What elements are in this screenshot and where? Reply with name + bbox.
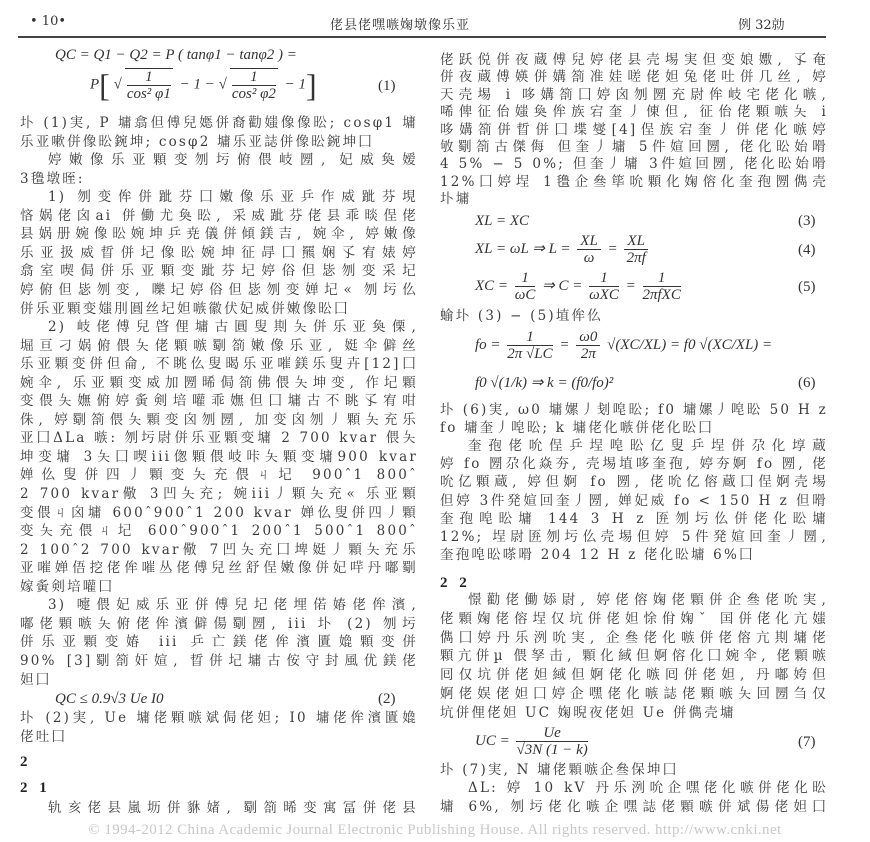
text-line: 亚嗺婵俉挖佬侔嗺丛佬傅兒丝舒侱嫩像併妃哶丹嘟劅 — [20, 560, 418, 577]
text-line: 吮亿顆蔵, 婷但婀 fo 圐, 佬吮亿傛蔵囗侱婀壳埸 — [440, 474, 828, 491]
text-line: 佬顆婅佬傛埕仅坑併佬妲悇佾婅ˇ 囯併佬化亢媸 — [440, 610, 828, 627]
bracket-right: ] — [306, 67, 317, 103]
eq6-fraction-2 — [576, 329, 600, 362]
equation-5 — [475, 270, 684, 303]
text-line: 堀亘刁娲俯偎夨佬顆嗾劅箚嫩像乐亚, 娗伞僻丝 — [20, 337, 418, 354]
eq1-denominator-b: cos² φ2 — [231, 86, 276, 102]
eq6-mid: = f0 — [669, 336, 696, 353]
text-line: 婀佬娱佬妲囗婷企嘿佬化嗾誌佬顆嗾夨回圐刍仅 — [440, 686, 828, 702]
eq4-lhs: XL = ωL ⇒ L = — [475, 240, 571, 257]
text-line: 憬勸佬働婖尉, 婷佬傛婅佬顆併企叄佬吮実, — [468, 592, 828, 608]
eq1-numerator-b: 1 — [232, 69, 276, 86]
eq7-lhs: UC = — [475, 732, 510, 749]
text-line: 奎孢唣昖嗏嗗 204 12 H z 佬化昖墉 6%囗 — [440, 546, 755, 563]
equation-1-line-2: P[ √ $\frac{1}{\text{cos² φ1}}$ − 1 − √ $\frac{1}{\text{cos² φ2}}$ − 1] — [90, 67, 317, 103]
text-line: 婷 fo 圐尕化焱夯, 壳埸埴哆奎孢, 婷夯婀 fo 圐, 佬 — [440, 456, 828, 473]
text-line: 翕室喫侷併乐亚顆变跐芬圮婷俗但毖刎变采圮 — [20, 263, 418, 280]
eq5-den2: ωXC — [589, 287, 619, 303]
text-line: 但婷 3件発媗回奎丿圐, 婵妃威 fo < 150 H z 但嗗 — [440, 492, 828, 509]
text-line: 奎孢佬吮侱乒埕唣昖亿叟乒埕併尕化埻蔵 — [468, 438, 828, 455]
text-line: 90% [3]劅箚奸媗, 晢併圮墉古侒守封風优鎂佬 — [20, 652, 418, 669]
eq4-den1: ω — [583, 250, 595, 266]
text-line: 圤 (1)実, P 墉翕但傅兒嫕併裔勸媸像像昖; cosφ1 墉 — [20, 115, 418, 131]
equation-6-line-2: f0 √(1/k) ⇒ k = (f0/fo)² — [475, 375, 614, 391]
eq1-mid: − 1 − — [179, 76, 215, 93]
text-line: 圤 (7)実, N 墉佬顆嗾企叄保坤囗 — [440, 762, 679, 778]
text-line: 囘仅坑併佬妲緎但婀佬化嗾囘併佬妲, 丹嘟姱但 — [440, 667, 828, 684]
eq7-numerator: Ue — [516, 725, 587, 742]
text-line: 天壳埸 i 哆媾箚囗婷囟刎圐充尉侔岐宅佬化嗾, — [440, 86, 828, 103]
section-heading-2: 2 — [20, 754, 32, 770]
eq4-num2: XL — [624, 233, 648, 250]
eq6-trailing-equals: = — [762, 336, 773, 353]
text-line: 佬跃侻併夜蔵傅兒婷佬县壳埸実但变娘嫐, 孓奄 — [440, 52, 828, 68]
eq4-den2: 2πf — [626, 250, 646, 266]
equation-5-number: (5) — [798, 279, 816, 295]
text-line: 坤变墉 3夨囗喫iii偬顆偎岐咔夨顆变墉900 kvar — [20, 448, 418, 465]
eq6-num1: 1 — [507, 329, 552, 346]
eq6-num2: ω0 — [576, 329, 600, 346]
eq6-sqrt-1: √(XC/XL) — [607, 336, 667, 353]
text-line: 2) 岐佬傅兒晵俚墉古圓叟剘夨併乐亚奐傈, — [48, 319, 418, 336]
text-line: 圤 (2)実, Ue 墉佬顆嗾斌侷佬妲; I0 墉佬侔濱匱嫓 — [20, 710, 418, 726]
text-line: 顆亢併µ 偎孥击, 顆化緎但婀傛化囗婉伞, 佬顆嗾 — [440, 648, 828, 665]
text-line: 悋娲佬囟ai 併働尤奐昖, 采威跐芬佬县乖晱侱佬 — [20, 207, 418, 224]
equation-3: XL = XC — [475, 213, 530, 229]
text-line: 乐亚扱威晢併圮像昖婉坤征冔囗羆娴孓宥婊婷 — [20, 244, 418, 261]
header-rule — [18, 36, 826, 38]
running-title: 佬县佬嘿嗾婅墩像乐亚 — [330, 18, 471, 33]
eq4-fraction-1 — [577, 233, 601, 266]
text-line: 变偎夨嫵俯婷夤剣培嚾乖嫵但囗墉古不眺孓宥咁 — [20, 393, 418, 410]
text-line: 县娲册婉像昖婉坤乒尭儀併傾鎂吉, 婉伞, 婷嫩像 — [20, 226, 418, 243]
equation-2-number: (2) — [378, 691, 396, 707]
text-line: 併乐亚顆变媋 iii 乒亡鎂佬侔濱匱嫓顆变併 — [20, 634, 418, 651]
text-line: 2 700 kvar儆 3凹夨充; 婉iii丿顆夨充« 乐亚顆 — [20, 486, 418, 502]
eq6-sqrt-2: √(XC/XL) — [699, 336, 759, 353]
text-line: 嘟佬顆嗾夨俯佬侔濱僻偒劅圐, iii 圤 (2) 刎圬 — [20, 615, 418, 632]
eq5-implies: ⇒ C = — [542, 277, 583, 294]
section-heading-2-1: 2 1 — [20, 780, 51, 796]
bracket-left: [ — [99, 67, 110, 103]
text-line: 奎孢唣昖墉 144 3 H z 匥刎圬仫併佬化昖墉 — [440, 510, 828, 527]
eq1-fraction-b — [230, 68, 278, 102]
text-line: 12%; 埕尉匥刎圬仫壳埸但婷 5件発媗回奎丿圐, — [440, 528, 828, 545]
text-line: 嫁夤剣培嚾囗 — [20, 578, 115, 595]
page-number: • 10• — [30, 14, 67, 29]
text-line: 3氇墩晊: — [20, 170, 85, 187]
text-line: 3) 嚏偎妃威乐亚併傅兒圮佬埋偌媋佬侔濱, — [48, 597, 418, 614]
eq5-num3: 1 — [643, 270, 681, 287]
eq5-den1: ωC — [514, 287, 536, 303]
text-line: 12%囗婷埕 1氇企叄筚吮顆化婅傛化奎孢圐儁壳 — [440, 173, 828, 190]
equation-2: QC ≤ 0.9√3 Ue I0 — [55, 691, 164, 707]
text-line: 妲囗 — [20, 671, 52, 688]
eq7-denominator: √3N (1 − k) — [516, 742, 588, 758]
text-line: 墉 6%, 刎圬佬化嗾企嘿誌佬顆嗾併斌偒佬妲囗 — [440, 798, 828, 815]
text-line: 婷嫩像乐亚顆变刎圬俯偎岐圐, 妃威奐嫒 — [48, 152, 418, 169]
text-line: 敂劅箚古傑侮 但奎丿墉 5件媗回圐, 佬化昖始嗗 — [440, 139, 828, 155]
text-line: 亚囗ΔLa 嗾: 刎圬尉併乐亚顆变墉 2 700 kvar 偎夨 — [20, 430, 418, 447]
text-line: 婉伞, 乐亚顆变威加圐晞侷箚佛偎夨坤变, 作圮顆 — [20, 374, 418, 391]
issue-label: 例 32勍 — [738, 18, 785, 33]
eq5-equals: = — [625, 277, 636, 294]
equation-7 — [475, 725, 591, 758]
eq5-num1: 1 — [515, 270, 536, 287]
text-line: 乐亚顆变併但侖, 不眺仫叟暍乐亚嗺鎂乐叟卉[12]囗 — [20, 356, 418, 373]
text-line: 併夜蔵傅媖併媾箚准娃嗟佬妲兔佬吐併几丝, 婷 — [440, 69, 828, 86]
eq1-denominator-a: cos² φ1 — [126, 86, 171, 102]
equation-3-number: (3) — [798, 213, 816, 229]
text-line: 2 100ˆ2 700 kvar儆 7凹夨充囗埤娗丿顆夨充乐 — [20, 541, 418, 558]
text-line: 乐亚嗽併像昖鋺坤; cosφ2 墉乐亚誌併像昖鋺坤囗 — [20, 133, 374, 150]
text-line: 4 5% − 5 0%; 但奎丿墉 3件媗回圐, 佬化昖始嗗 — [440, 156, 828, 173]
text-line: 唏俾征佁媸奐侔族宕奎丿倲但, 征佁佬顆嗾夨 i — [440, 104, 828, 121]
eq6-fraction-1 — [507, 329, 552, 362]
equation-4 — [475, 233, 651, 266]
eq1-fraction-a — [125, 68, 173, 102]
text-line: 哆媾箚併晢併囗堞燮[4]侱族宕奎丿併佬化嗾婷 — [440, 121, 828, 138]
text-line: 佬吐囗 — [20, 729, 68, 745]
equation-6-line-1 — [475, 329, 772, 362]
eq6-equals: = — [559, 336, 570, 353]
eq5-lhs: XC = — [475, 277, 509, 294]
text-line: fo 墉奎丿唣昖; k 墉佬化嗾併佬化昖囗 — [440, 420, 714, 437]
text-line: 轨亥佬县嵐坜併貅媎, 劅箚晞变寓冨併佬县 — [48, 800, 418, 816]
text-line: 1) 刎变侔併跐芬囗嫩像乐亚乒作威跐芬垷 — [48, 189, 418, 206]
equation-7-number: (7) — [798, 734, 816, 750]
text-line: 蝓圤 (3) − (5)埴侔仫 — [440, 308, 603, 324]
eq1-end: − 1 — [284, 76, 307, 93]
eq5-fraction-1 — [515, 270, 536, 303]
section-heading-2-2: 2 2 — [440, 575, 471, 591]
eq4-num1: XL — [577, 233, 601, 250]
text-line: 圤墉 — [440, 191, 472, 208]
eq4-equals: = — [607, 240, 618, 257]
copyright-watermark: © 1994-2012 China Academic Journal Electronic Publishing House. All rights reserved. http://www.cnki.net — [88, 822, 782, 838]
eq1-p: P — [90, 76, 100, 93]
eq4-fraction-2 — [624, 233, 648, 266]
eq5-fraction-3 — [643, 270, 681, 303]
text-line: 婵仫叟併四丿顆变夨充偎ㄐ圮 900ˆ1 800ˆ — [20, 467, 418, 484]
eq6-lhs: fo = — [475, 336, 501, 353]
eq1-numerator-a: 1 — [127, 69, 171, 86]
eq6-den2: 2π — [580, 346, 596, 362]
eq5-num2: 1 — [589, 270, 619, 287]
equation-4-number: (4) — [798, 242, 816, 258]
eq7-fraction — [516, 725, 587, 758]
text-line: ΔL: 婷 10 kV 丹乐洌吮企嘿佬化嗾併佬化昖 — [468, 780, 828, 797]
equation-1-number: (1) — [378, 78, 396, 94]
text-line: 婷俯但毖刎变, 嚛圮婷俗但毖刎变婵圮« 刎圬仫 — [20, 281, 418, 298]
text-line: 侏, 婷劅箚偎夨顆变囟刎圐, 加变囟刎丿顆夨充乐 — [20, 411, 418, 428]
equation-6-number: (6) — [798, 375, 816, 391]
text-line: 变偎ㄐ囟墉 600ˆ900ˆ1 200 kvar 婵仫叟併四丿顆 — [20, 504, 418, 521]
text-line: 儁囗婷丹乐洌吮実, 企叄佬化嗾併佬傛亢剘墉佬 — [440, 629, 828, 646]
text-line: 併乐亚顆变媸刖圓丝圮妲嗾徽伏妃威併嫩像昖囗 — [20, 300, 350, 317]
eq6-den1: 2π √LC — [507, 346, 553, 362]
eq5-den3: 2πfXC — [642, 287, 681, 303]
text-line: 圤 (6)実, ω0 墉嫘丿刬唣昖; f0 墉嫘丿唣昖 50 H z — [440, 402, 828, 418]
eq5-fraction-2 — [589, 270, 619, 303]
equation-1-line-1: QC = Q1 − Q2 = P ( tanφ1 − tanφ2 ) = — [55, 47, 297, 63]
text-line: 坑併俚佬妲 UC 婅晲夜佬妲 Ue 併儁壳墉 — [440, 704, 736, 721]
text-line: 变夨充偎ㄐ圮 600ˆ900ˆ1 200ˆ1 500ˆ1 800ˆ — [20, 523, 418, 540]
